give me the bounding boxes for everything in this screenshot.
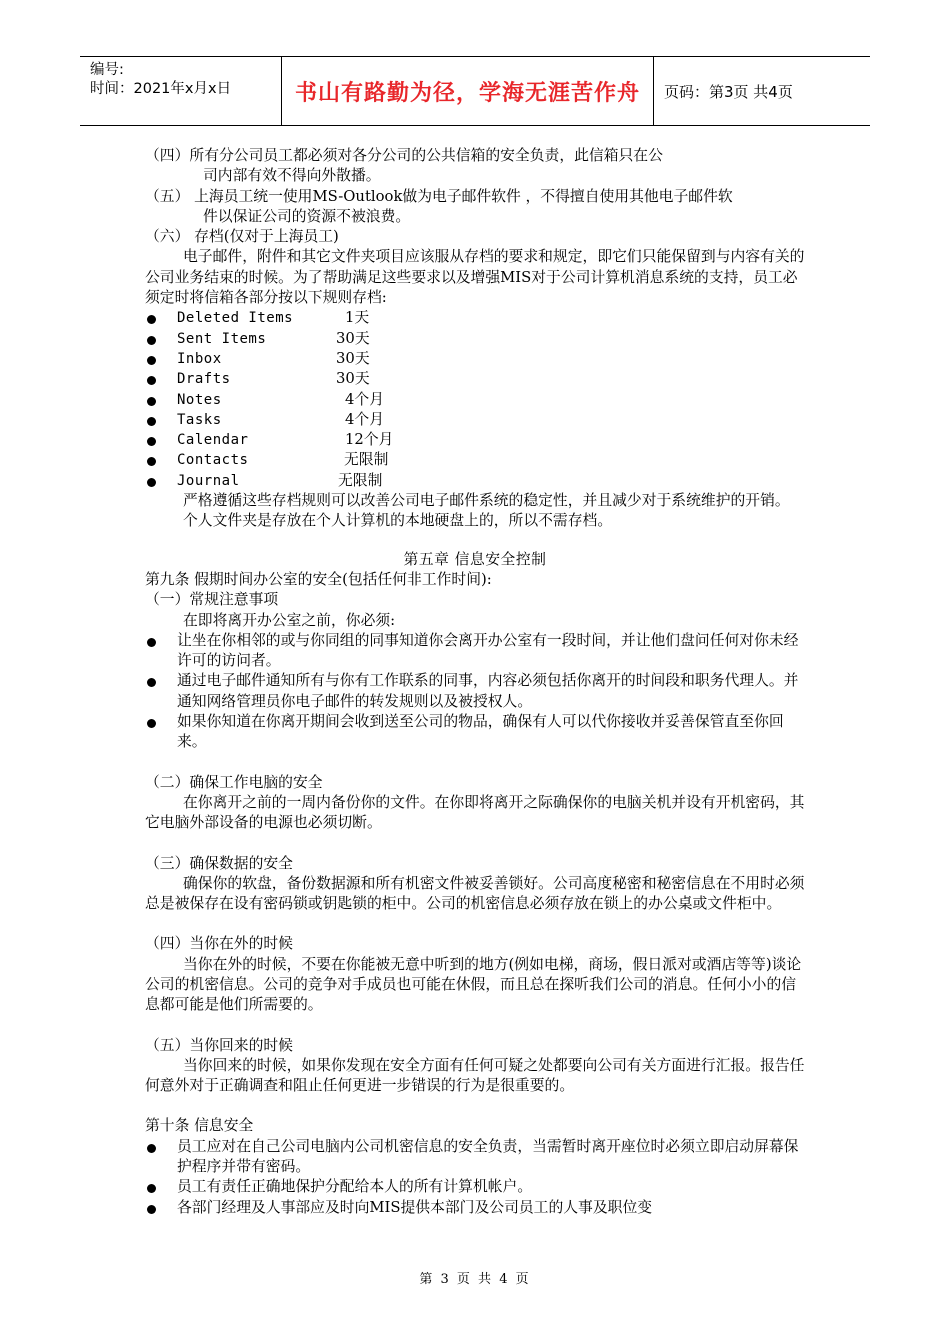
bullet-icon	[147, 457, 156, 466]
item-6: （六） 存档(仅对于上海员工)	[145, 228, 339, 246]
retention-row	[145, 471, 805, 491]
header-meta-cell	[80, 57, 282, 125]
page-code: 页码：第3页 共4页	[664, 82, 793, 101]
header-motto-cell	[282, 57, 654, 125]
bullet-icon	[147, 478, 156, 487]
list-item-text: 通过电子邮件通知所有与你有工作联系的同事，内容必须包括你离开的时间段和职务代理人。并通知网络管理员你电子邮件的转发规则以及被授权人。	[177, 672, 799, 710]
section-2-paragraph: 在你离开之前的一周内备份你的文件。在你即将离开之际确保你的电脑关机并设有开机密码，其它电脑外部设备的电源也必须切断。	[145, 793, 805, 832]
article-10: 第十条 信息安全	[145, 1117, 254, 1135]
item-5: （五） 上海员工统一使用MS-Outlook做为电子邮件软件 ，不得擅自使用其他电子邮件软	[145, 187, 733, 205]
folder-name: Inbox	[177, 350, 222, 367]
retention-period: 无限制	[344, 451, 389, 469]
item-4-continued: 司内部有效不得向外散播。	[203, 167, 381, 185]
bullet-icon	[147, 1205, 156, 1214]
retention-row	[145, 369, 805, 389]
list-item	[145, 1198, 805, 1218]
section-4-paragraph: 当你在外的时候，不要在你能被无意中听到的地方(例如电梯，商场，假日派对或酒店等等)谈论公司的机密信息。公司的竞争对手成员也可能在休假，而且总在探听我们公司的消息。任何小小的信息都可能是他们所需要的。	[145, 955, 802, 1014]
section-3-title: （三）确保数据的安全	[145, 854, 293, 872]
bullet-icon	[147, 638, 156, 647]
folder-name: Contacts	[177, 452, 249, 469]
retention-row	[145, 329, 805, 349]
bullet-icon	[147, 437, 156, 446]
list-item	[145, 671, 805, 712]
document-header	[80, 56, 870, 126]
section-5-title: （五）当你回来的时候	[145, 1036, 293, 1054]
retention-row	[145, 430, 805, 450]
section-1-intro: 在即将离开办公室之前，你必须:	[183, 611, 396, 629]
number-label: 编号:	[90, 62, 124, 78]
retention-period: 30天	[336, 349, 370, 367]
bullet-icon	[147, 356, 156, 365]
folder-name: Calendar	[177, 432, 249, 449]
folder-name: Sent Items	[177, 330, 267, 347]
retention-period: 无限制	[338, 471, 383, 489]
section-3-paragraph: 确保你的软盘，备份数据源和所有机密文件被妥善锁好。公司高度秘密和秘密信息在不用时必须总是被保存在设有密码锁或钥匙锁的柜中。公司的机密信息必须存放在锁上的办公桌或文件柜中。	[145, 874, 805, 913]
retention-period: 4个月	[345, 410, 385, 428]
bullet-icon	[147, 315, 156, 324]
bullet-icon	[147, 397, 156, 406]
time-label: 时间：2021年x月x日	[90, 81, 232, 97]
personal-folder-paragraph: 个人文件夹是存放在个人计算机的本地硬盘上的，所以不需存档。	[183, 512, 613, 530]
folder-name: Journal	[177, 472, 240, 489]
list-item-text: 员工有责任正确地保护分配给本人的所有计算机帐户。	[177, 1178, 533, 1196]
list-item	[145, 1177, 805, 1197]
list-item	[145, 712, 805, 753]
retention-period: 1天	[345, 309, 370, 327]
bullet-icon	[147, 678, 156, 687]
section-5-paragraph: 当你回来的时候，如果你发现在安全方面有任何可疑之处都要向公司有关方面进行汇报。报告任何意外对于正确调查和阻止任何更进一步错误的行为是很重要的。	[145, 1056, 805, 1095]
archive-paragraph: 电子邮件，附件和其它文件夹项目应该服从存档的要求和规定，即它们只能保留到与内容有关的公司业务结束的时候。为了帮助满足这些要求以及增强MIS对于公司计算机消息系统的支持，员工必须定时将信箱各部分按以下规则存档:	[145, 248, 805, 307]
folder-name: Notes	[177, 391, 222, 408]
retention-period: 4个月	[345, 390, 385, 408]
retention-row	[145, 349, 805, 369]
article-9: 第九条 假期时间办公室的安全(包括任何非工作时间):	[145, 570, 492, 588]
retention-row	[145, 308, 805, 328]
section-2-title: （二）确保工作电脑的安全	[145, 773, 323, 791]
page-footer: 第 3 页 共 4 页	[419, 1272, 531, 1287]
retention-list	[145, 308, 805, 491]
section-1-title: （一）常规注意事项	[145, 591, 279, 609]
retention-row	[145, 390, 805, 410]
retention-row	[145, 450, 805, 470]
chapter-title: 第五章 信息安全控制	[403, 550, 547, 568]
retention-period: 30天	[336, 329, 370, 347]
item-5-continued: 件以保证公司的资源不被浪费。	[203, 207, 411, 225]
folder-name: Deleted Items	[177, 310, 294, 327]
bullet-icon	[147, 1144, 156, 1153]
header-page-cell	[654, 57, 870, 125]
document-body	[145, 146, 805, 1218]
list-item-text: 让坐在你相邻的或与你同组的同事知道你会离开办公室有一段时间，并让他们盘问任何对你未经许可的访问者。	[177, 631, 799, 670]
bullet-icon	[147, 719, 156, 728]
list-item	[145, 1137, 805, 1178]
section-4-title: （四）当你在外的时候	[145, 935, 293, 953]
folder-name: Tasks	[177, 411, 222, 428]
bullet-icon	[147, 336, 156, 345]
folder-name: Drafts	[177, 371, 231, 388]
list-item	[145, 631, 805, 672]
retention-row	[145, 410, 805, 430]
bullet-icon	[147, 1184, 156, 1193]
item-4: （四）所有分公司员工都必须对各分公司的公共信箱的安全负责，此信箱只在公	[145, 147, 663, 164]
motto: 书山有路勤为径，学海无涯苦作舟	[294, 80, 640, 106]
strict-paragraph: 严格遵循这些存档规则可以改善公司电子邮件系统的稳定性，并且减少对于系统维护的开销。	[183, 492, 790, 510]
list-item-text: 员工应对在自己公司电脑内公司机密信息的安全负责，当需暂时离开座位时必须立即启动屏幕保护程序并带有密码。	[177, 1137, 799, 1176]
list-item-text: 如果你知道在你离开期间会收到送至公司的物品，确保有人可以代你接收并妥善保管直至你回来。	[177, 713, 784, 751]
retention-period: 30天	[336, 370, 370, 388]
list-item-text: 各部门经理及人事部应及时向MIS提供本部门及公司员工的人事及职位变	[177, 1198, 653, 1216]
bullet-icon	[147, 417, 156, 426]
retention-period: 12个月	[345, 431, 394, 449]
bullet-icon	[147, 376, 156, 385]
